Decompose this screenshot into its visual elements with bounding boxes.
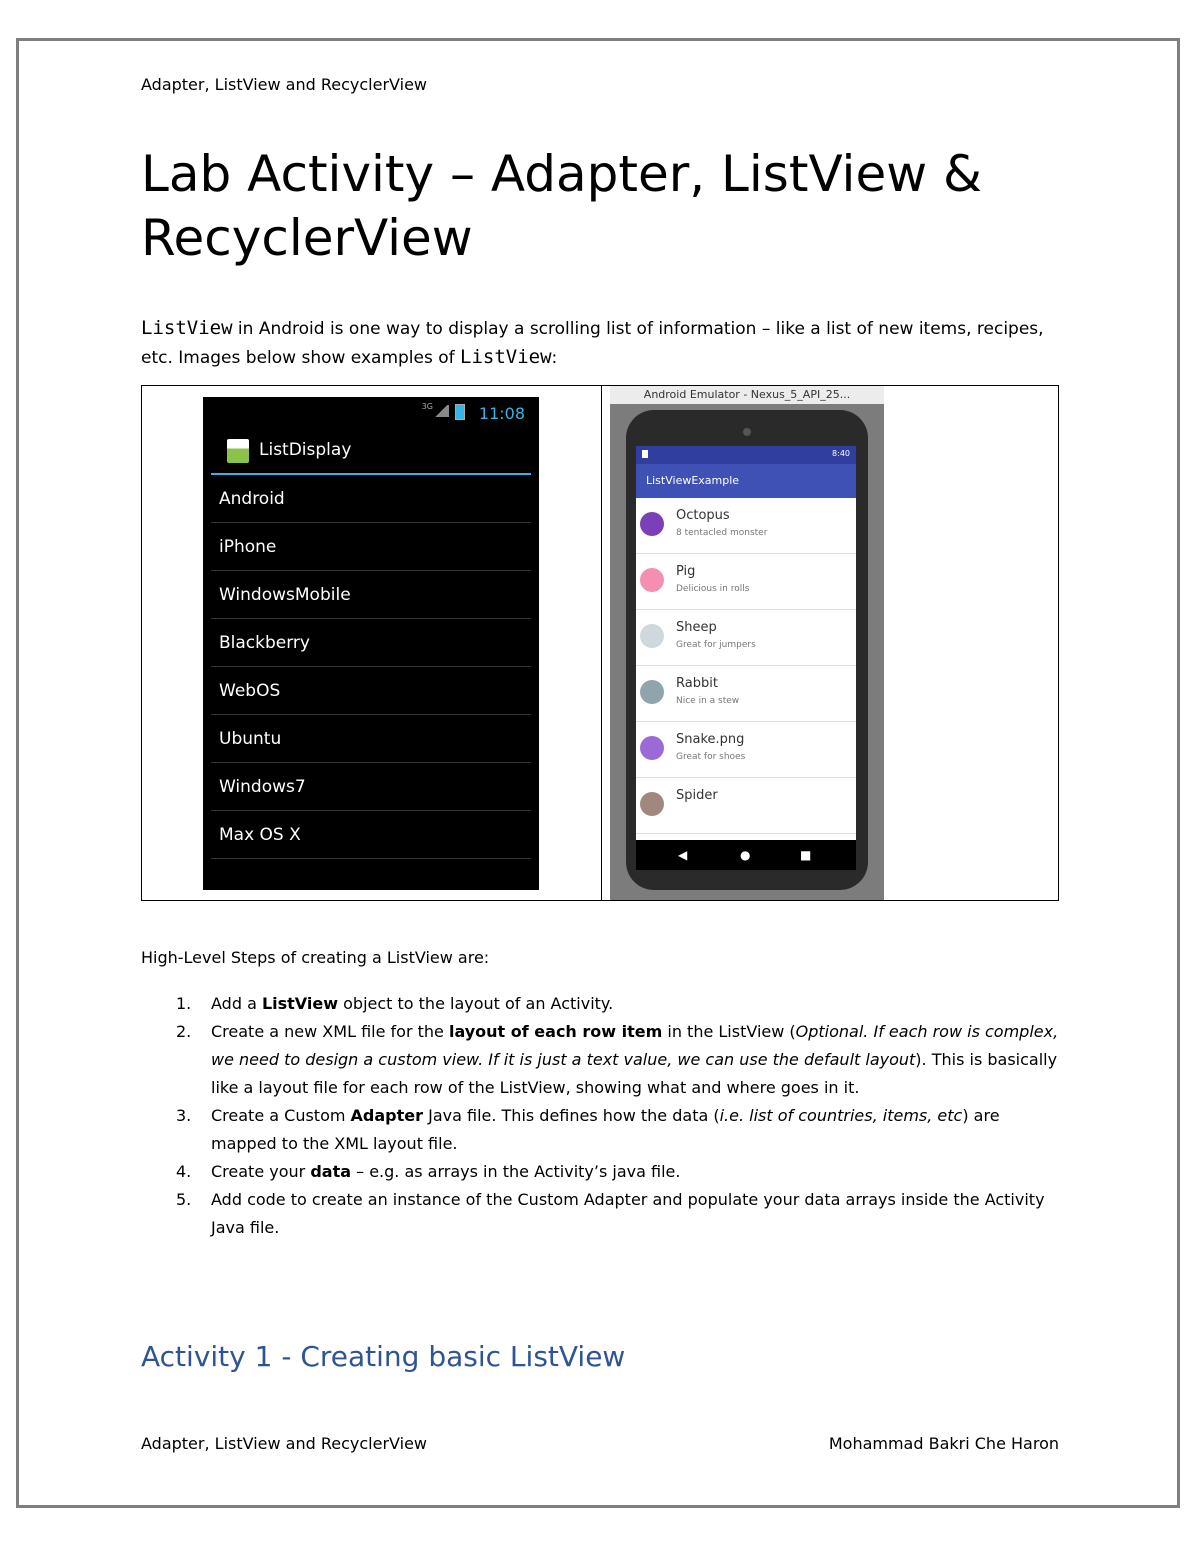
list-item[interactable] (636, 610, 856, 666)
intro-text: in Android is one way to display a scrolling list of information – like a list of new items, recipes, etc. Images below show examples of (141, 319, 1044, 368)
signal-icon (433, 405, 449, 417)
step-text: object to the layout of an Activity. (338, 994, 614, 1013)
step-number: 1. (176, 994, 192, 1013)
item-desc: Delicious in rolls (676, 584, 750, 594)
step-number: 4. (176, 1162, 192, 1181)
item-name: Pig (676, 564, 696, 579)
steps-list (170, 990, 1060, 1242)
notification-icon (642, 450, 648, 458)
back-icon[interactable]: ◀ (678, 848, 688, 862)
footer-author: Mohammad Bakri Che Haron (828, 1434, 1059, 1453)
item-name: Sheep (676, 620, 717, 635)
step-item (170, 990, 1060, 1018)
app-title: ListDisplay (259, 440, 352, 460)
step-item (170, 1102, 1060, 1158)
phone-screen (636, 446, 856, 840)
list-item[interactable]: Ubuntu (211, 715, 531, 763)
step-text: Java file. This defines how the data ( (423, 1106, 720, 1125)
step-item (170, 1158, 1060, 1186)
camera-icon (743, 428, 751, 436)
status-bar (203, 397, 539, 427)
snake-icon (640, 736, 664, 760)
item-desc: Great for jumpers (676, 640, 756, 650)
page-header: Adapter, ListView and RecyclerView (141, 75, 427, 94)
action-bar (211, 427, 531, 475)
item-name: Rabbit (676, 676, 718, 691)
step-bold: data (310, 1162, 352, 1181)
list-view (636, 498, 856, 834)
item-desc: Nice in a stew (676, 696, 740, 706)
step-text: in the ListView ( (662, 1022, 796, 1041)
list-item[interactable]: WindowsMobile (211, 571, 531, 619)
list-item[interactable] (636, 554, 856, 610)
spider-icon (640, 792, 664, 816)
table-divider (601, 386, 602, 900)
status-time: 11:08 (478, 404, 525, 423)
phone-body (626, 410, 868, 890)
item-desc: Great for shoes (676, 752, 746, 762)
sheep-icon (640, 624, 664, 648)
step-text: ). This is basically like a layout file for each row of the ListView, showing what and where goes in it. (211, 1050, 1058, 1097)
intro-code-listview-2: ListView (460, 346, 552, 368)
item-desc: 8 tentacled monster (676, 528, 768, 538)
example-images-table (141, 385, 1059, 901)
list-item[interactable]: Windows7 (211, 763, 531, 811)
step-text: Add a (211, 994, 262, 1013)
footer-left: Adapter, ListView and RecyclerView (141, 1434, 427, 1453)
emulator-title: Android Emulator - Nexus_5_API_25... (610, 386, 884, 404)
list-item[interactable]: Blackberry (211, 619, 531, 667)
status-bar (636, 446, 856, 464)
step-number: 5. (176, 1190, 192, 1209)
recent-apps-icon[interactable]: ■ (800, 848, 812, 862)
pig-icon (640, 568, 664, 592)
app-icon (227, 439, 249, 463)
activity-heading: Activity 1 - Creating basic ListView (141, 1340, 626, 1373)
nav-bar (636, 840, 856, 870)
list-item[interactable] (636, 778, 856, 834)
step-text: Create your (211, 1162, 311, 1181)
app-toolbar: ListViewExample (636, 464, 856, 498)
step-item (170, 1186, 1060, 1242)
item-name: Snake.png (676, 732, 745, 747)
step-text: ) are mapped to the XML layout file. (211, 1106, 1000, 1153)
step-item (170, 1018, 1060, 1102)
network-label: 3G (421, 402, 433, 411)
step-bold: ListView (261, 994, 339, 1013)
step-bold: Adapter (350, 1106, 424, 1125)
steps-intro: High-Level Steps of creating a ListView are: (141, 948, 490, 967)
step-bold: layout of each row item (448, 1022, 663, 1041)
step-italic: i.e. list of countries, items, etc (719, 1106, 963, 1125)
page-title: Lab Activity – Adapter, ListView & RecyclerView (141, 145, 982, 267)
listview-example-dark (203, 397, 539, 890)
list-item[interactable] (636, 666, 856, 722)
step-text: Create a new XML file for the (211, 1022, 449, 1041)
step-text: – e.g. as arrays in the Activity’s java file. (351, 1162, 681, 1181)
home-icon[interactable]: ● (740, 848, 751, 862)
list-item[interactable]: WebOS (211, 667, 531, 715)
list-item[interactable]: Android (211, 475, 531, 523)
intro-paragraph (141, 314, 1071, 372)
step-italic: Optional. If each row is complex, we need to design a custom view. If it is just a text value, we can use the default layout (211, 1022, 1059, 1069)
step-number: 3. (176, 1106, 192, 1125)
battery-icon (455, 404, 465, 420)
step-text: Add code to create an instance of the Custom Adapter and populate your data arrays inside the Activity Java file. (211, 1190, 1045, 1237)
item-name: Octopus (676, 508, 730, 523)
list-item[interactable] (636, 498, 856, 554)
step-text: Create a Custom (211, 1106, 351, 1125)
listview-example-emulator (610, 386, 884, 900)
intro-code-listview: ListView (141, 317, 233, 339)
list-item[interactable] (636, 722, 856, 778)
status-time: 8:40 (832, 449, 850, 458)
rabbit-icon (640, 680, 664, 704)
list-item[interactable]: iPhone (211, 523, 531, 571)
step-number: 2. (176, 1022, 192, 1041)
list-view (211, 475, 531, 859)
item-name: Spider (676, 788, 718, 803)
intro-text-end: : (551, 348, 558, 368)
list-item[interactable]: Max OS X (211, 811, 531, 859)
octopus-icon (640, 512, 664, 536)
